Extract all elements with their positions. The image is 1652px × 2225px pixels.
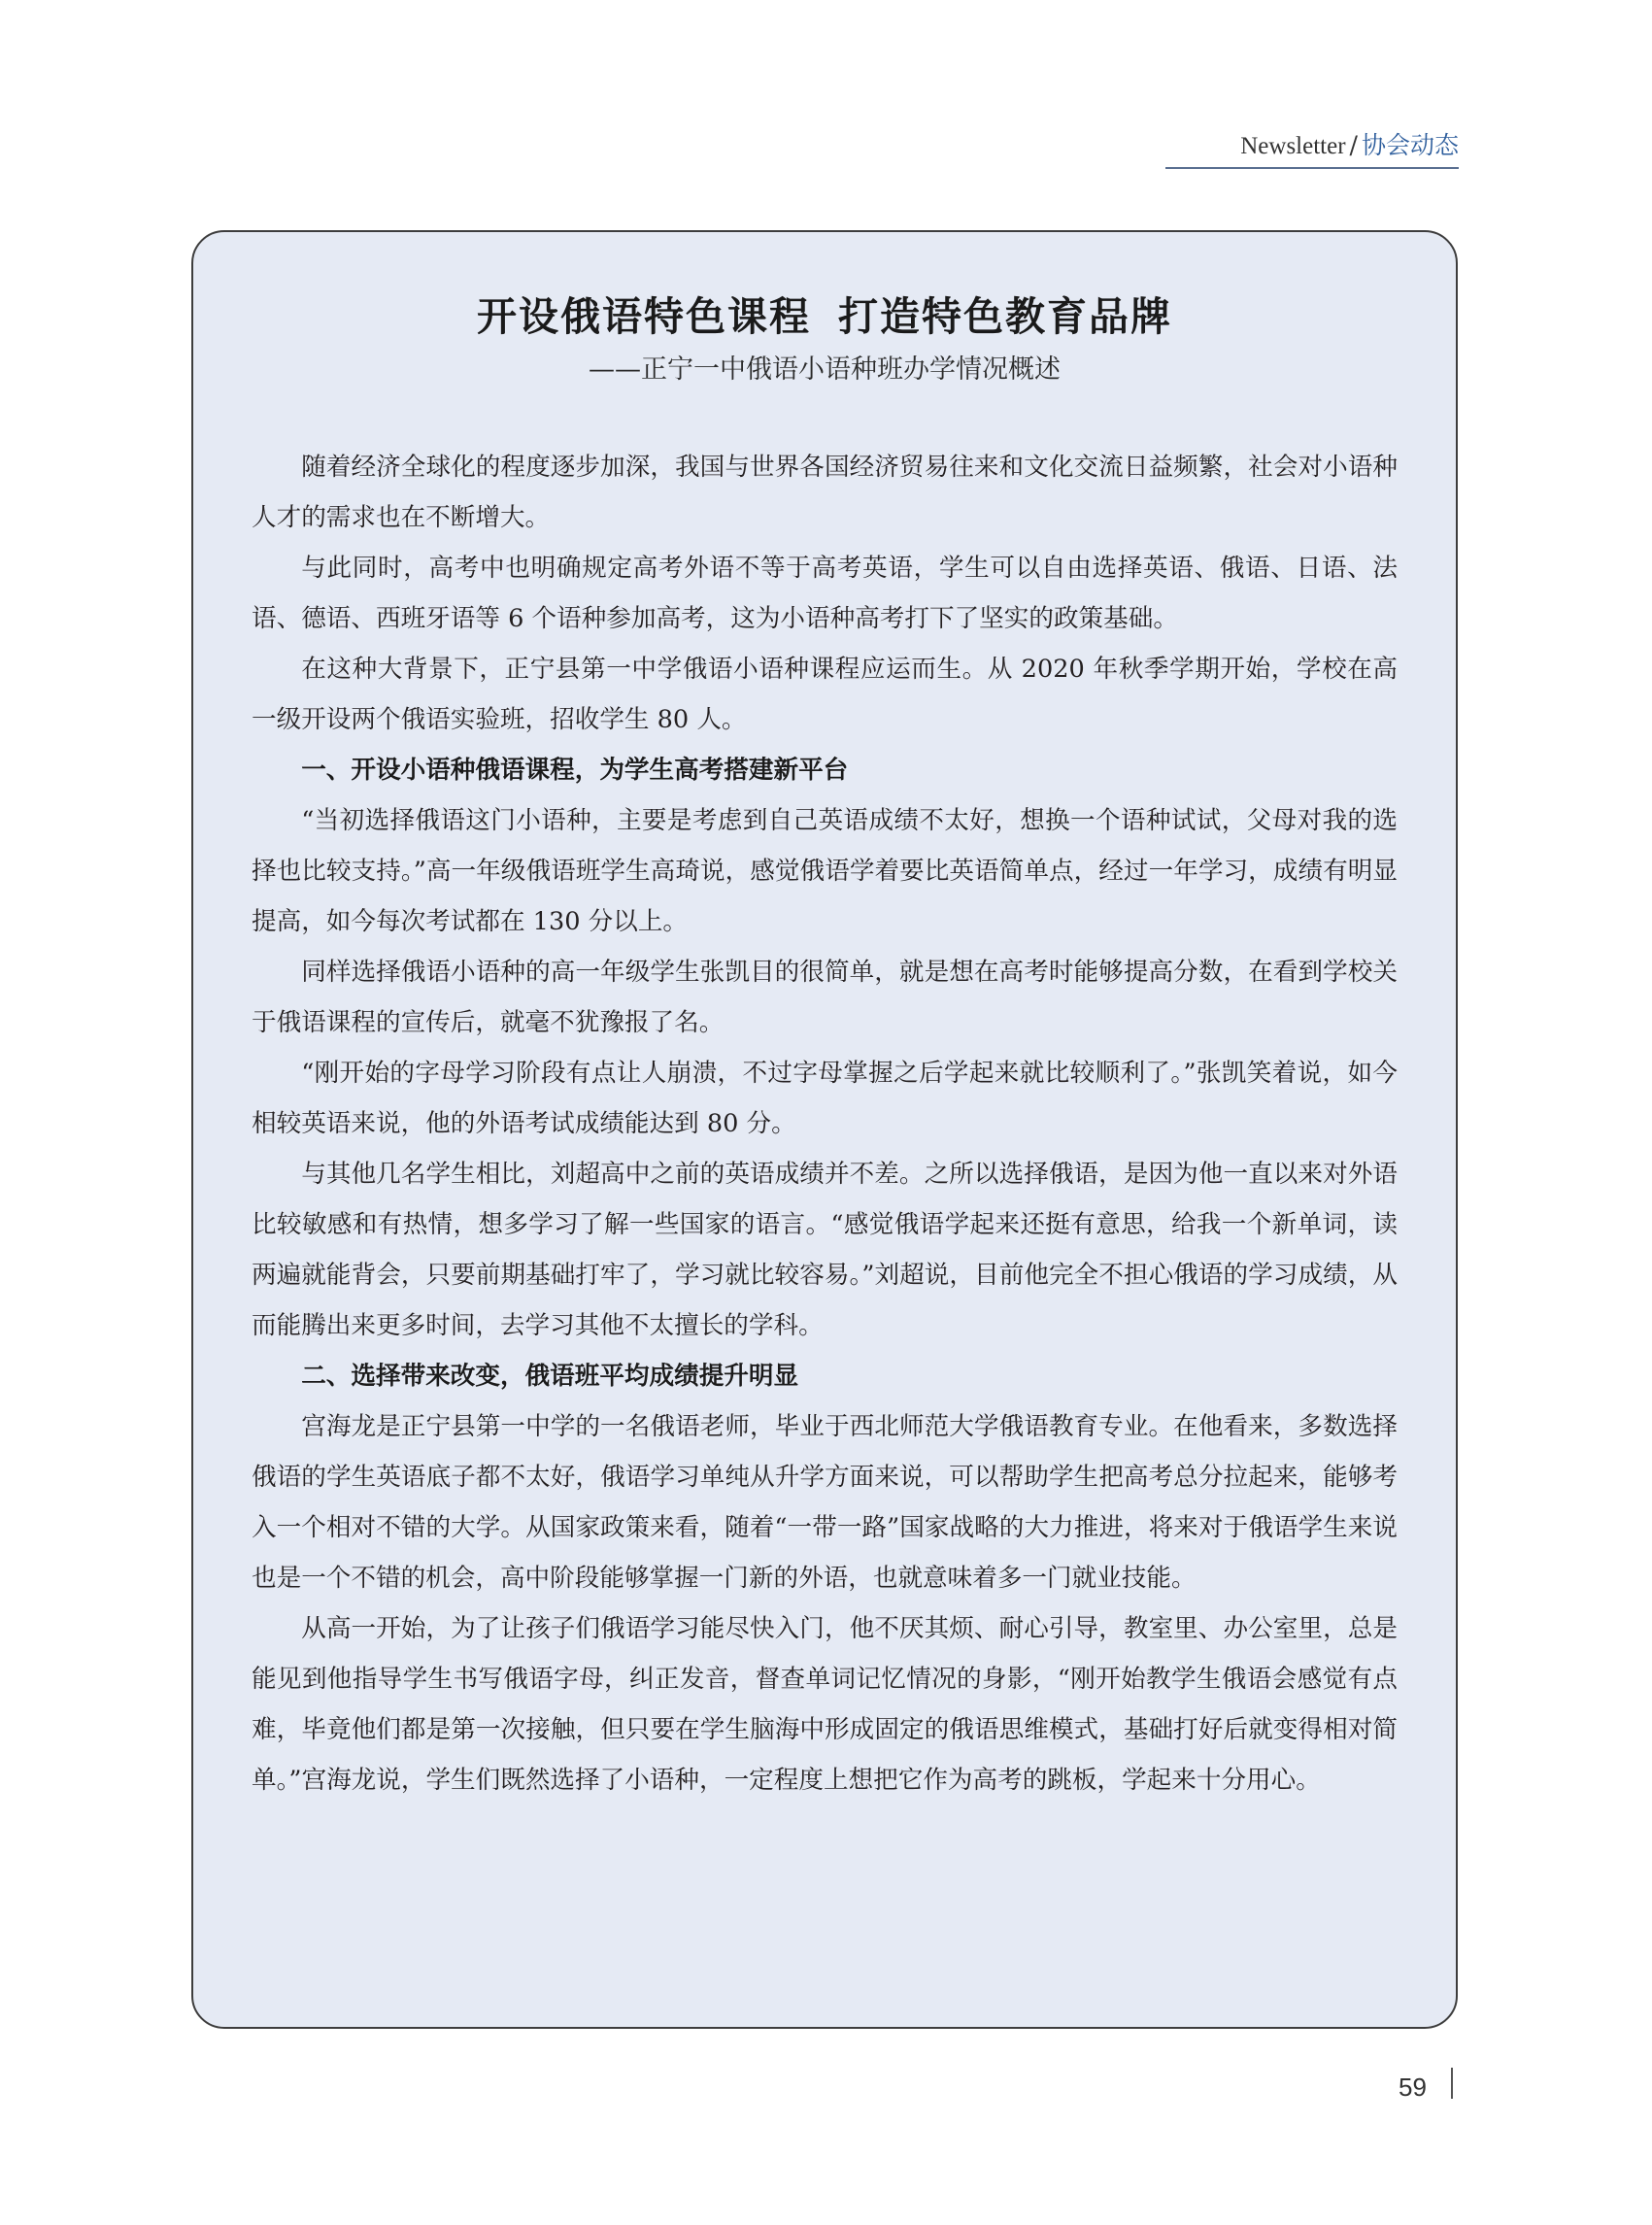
article-panel	[191, 230, 1458, 2029]
article-subtitle: ——正宁一中俄语小语种班办学情况概述	[589, 354, 1061, 385]
article-title-part2: 打造特色教育品牌	[838, 293, 1172, 340]
paragraph: 宫海龙是正宁县第一中学的一名俄语老师，毕业于西北师范大学俄语教育专业。在他看来，多数选择俄语的学生英语底子都不太好，俄语学习单纯从升学方面来说，可以帮助学生把高考总分拉起来，能够考入一个相对不错的大学。从国家政策来看，随着“一带一路”国家战略的大力推进，将来对于俄语学生来说也是一个不错的机会，高中阶段能够掌握一门新的外语，也就意味着多一门就业技能。	[252, 1412, 1398, 1593]
paragraph: 与其他几名学生相比，刘超高中之前的英语成绩并不差。之所以选择俄语，是因为他一直以来对外语比较敏感和有热情，想多学习了解一些国家的语言。“感觉俄语学起来还挺有意思，给我一个新单词，读两遍就能背会，只要前期基础打牢了，学习就比较容易。”刘超说，目前他完全不担心俄语的学习成绩，从而能腾出来更多时间，去学习其他不太擅长的学科。	[252, 1160, 1398, 1340]
article-title	[252, 287, 1398, 347]
article-title-part1: 开设俄语特色课程	[477, 293, 811, 340]
paragraph: 在这种大背景下，正宁县第一中学俄语小语种课程应运而生。从 2020 年秋季学期开始，学校在高一级开设两个俄语实验班，招收学生 80 人。	[252, 655, 1398, 734]
running-header	[1165, 124, 1459, 169]
header-separator: /	[1349, 131, 1358, 159]
paragraph: 同样选择俄语小语种的高一年级学生张凯目的很简单，就是想在高考时能够提高分数，在看到学校关于俄语课程的宣传后，就毫不犹豫报了名。	[252, 958, 1398, 1037]
page-number-rule	[1451, 2068, 1453, 2099]
paragraph: 与此同时，高考中也明确规定高考外语不等于高考英语，学生可以自由选择英语、俄语、日语、法语、德语、西班牙语等 6 个语种参加高考，这为小语种高考打下了坚实的政策基础。	[252, 554, 1398, 633]
header-section-en: Newsletter	[1240, 133, 1346, 159]
section-heading-1: 一、开设小语种俄语课程，为学生高考搭建新平台	[301, 756, 849, 785]
paragraph: 从高一开始，为了让孩子们俄语学习能尽快入门，他不厌其烦、耐心引导，教室里、办公室里，总是能见到他指导学生书写俄语字母，纠正发音，督查单词记忆情况的身影，“刚开始教学生俄语会感觉有点难，毕竟他们都是第一次接触，但只要在学生脑海中形成固定的俄语思维模式，基础打好后就变得相对简单。”宫海龙说，学生们既然选择了小语种，一定程度上想把它作为高考的跳板，学起来十分用心。	[252, 1614, 1398, 1795]
paragraph: “当初选择俄语这门小语种，主要是考虑到自己英语成绩不太好，想换一个语种试试，父母对我的选择也比较支持。”高一年级俄语班学生高琦说，感觉俄语学着要比英语简单点，经过一年学习，成绩有明显提高，如今每次考试都在 130 分以上。	[252, 806, 1398, 936]
header-section-zh: 协会动态	[1361, 131, 1459, 159]
paragraph: 随着经济全球化的程度逐步加深，我国与世界各国经济贸易往来和文化交流日益频繁，社会对小语种人才的需求也在不断增大。	[252, 453, 1398, 532]
article-body	[252, 442, 1398, 1805]
paragraph: “刚开始的字母学习阶段有点让人崩溃，不过字母掌握之后学起来就比较顺利了。”张凯笑着说，如今相较英语来说，他的外语考试成绩能达到 80 分。	[252, 1059, 1398, 1138]
section-heading-2: 二、选择带来改变，俄语班平均成绩提升明显	[301, 1362, 799, 1391]
page-number: 59	[1399, 2073, 1427, 2102]
